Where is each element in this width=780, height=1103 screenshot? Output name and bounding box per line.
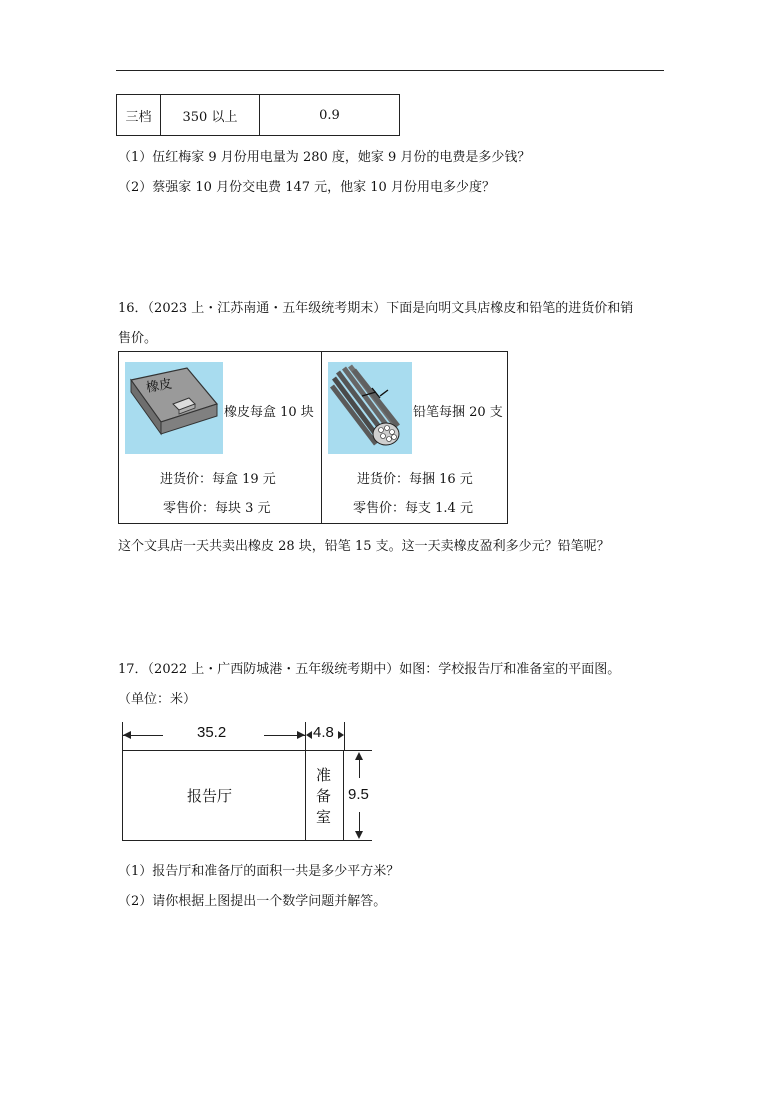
table-row [117,95,400,136]
q17-header: 17．（2022 上・广西防城港・五年级统考期中）如图：学校报告厅和准备室的平面图。 [118,662,621,677]
arrowhead-left-small-icon [306,731,312,739]
prep-label-3: 室 [316,808,332,826]
eraser-retail: 零售价：每块 3 元 [163,501,271,516]
prep-label-1: 准 [316,766,332,784]
q16-question: 这个文具店一天共卖出橡皮 28 块，铅笔 15 支。这一天卖橡皮盈利多少元？铅笔呢？ [118,539,610,554]
eraser-cost: 进货价：每盒 19 元 [160,472,276,487]
pencil-bundle-image [328,362,412,454]
eraser-box-text: 橡皮 [145,376,174,396]
prep-label-2: 备 [316,787,332,805]
dim-arrow-up [359,758,360,778]
arrowhead-left-icon [123,731,131,739]
dim-arrow-down [359,812,360,832]
price-cell: 0.9 [260,95,400,136]
hall-label: 报告厅 [187,787,233,805]
tier-cell: 三档 [117,95,161,136]
dim-prep-width: 4.8 [313,724,334,741]
header-rule [116,70,664,71]
dim-tick-bottom [344,840,372,841]
plan-outline [122,750,344,841]
range-cell: 350 以上 [161,95,260,136]
q16-header-cont: 售价。 [118,331,158,346]
arrowhead-right-small-icon [338,731,344,739]
pencil-bundle-icon [328,362,412,454]
arrowhead-down-icon [355,831,363,839]
q15-sub1: （1）伍红梅家 9 月份用电量为 280 度，她家 9 月份的电费是多少钱？ [118,150,531,165]
arrowhead-right-icon [297,731,305,739]
pencil-retail: 零售价：每支 1.4 元 [353,501,473,516]
q17-unit: （单位：米） [118,692,197,707]
price-box-divider [321,351,322,524]
dim-tick-right [344,722,345,750]
eraser-box-image [125,362,223,454]
q16-header: 16．（2023 上・江苏南通・五年级统考期末）下面是向明文具店橡皮和铅笔的进货价和销 [118,301,634,316]
dim-main-width: 35.2 [197,724,227,741]
electricity-tier-table [116,94,400,136]
pencil-cost: 进货价：每捆 16 元 [357,472,473,487]
dim-height: 9.5 [348,786,369,803]
q17-sub1: （1）报告厅和准备厅的面积一共是多少平方米？ [118,864,400,879]
q17-sub2: （2）请你根据上图提出一个数学问题并解答。 [118,894,387,909]
dim-tick-top [344,750,372,751]
eraser-label: 橡皮每盒 10 块 [224,405,314,420]
plan-divider [305,750,306,841]
pencil-label: 铅笔每捆 20 支 [413,405,503,420]
eraser-box-icon [125,362,223,454]
q15-sub2: （2）蔡强家 10 月份交电费 147 元，他家 10 月份用电多少度？ [118,180,495,195]
